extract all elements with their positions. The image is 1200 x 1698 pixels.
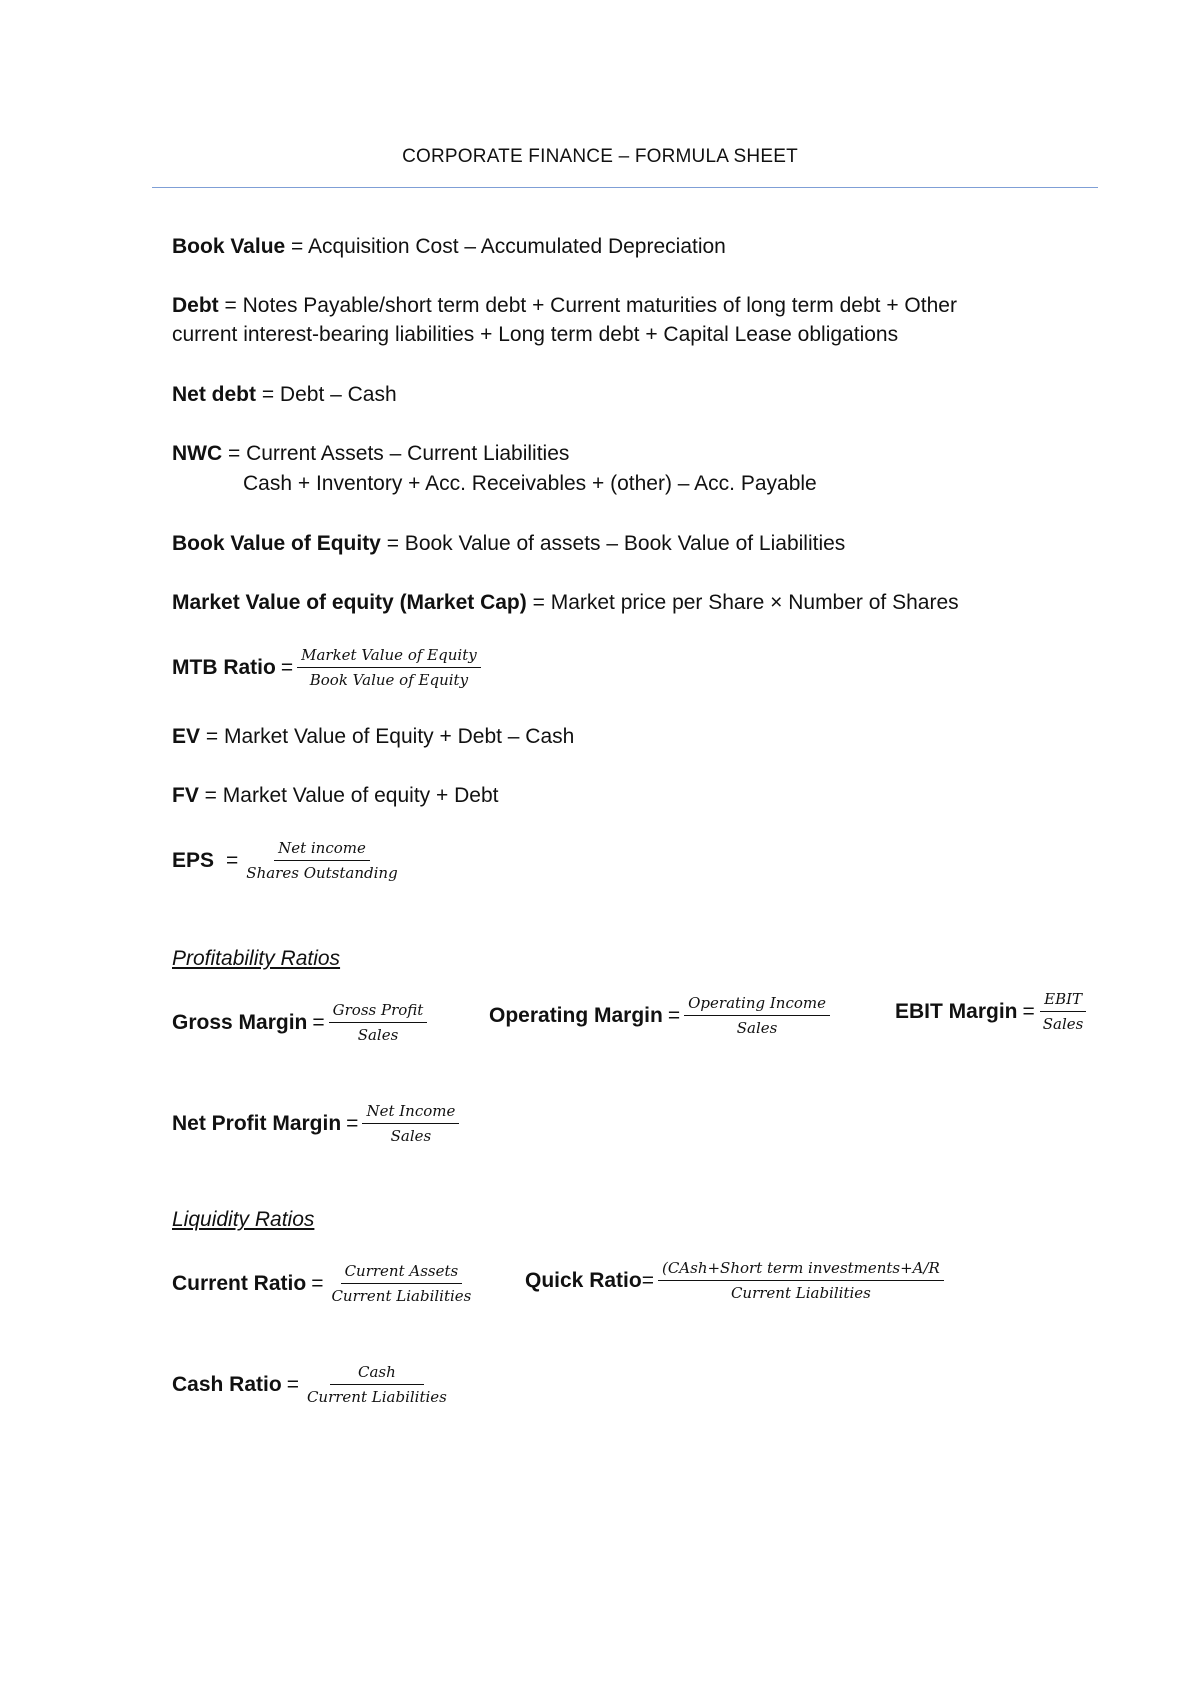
debt-formula (172, 294, 957, 318)
quick-ratio-equals: = (641, 1268, 654, 1292)
net-profit-margin-fraction (362, 1102, 459, 1145)
ev-term: EV (172, 725, 201, 748)
net-debt-formula (172, 383, 397, 407)
market-value-equity-formula (172, 591, 959, 615)
operating-margin-fraction (684, 994, 830, 1037)
mtb-ratio-term: MTB Ratio (172, 655, 276, 679)
nwc-expression: = Current Assets – Current Liabilities (222, 442, 570, 465)
book-value-equity-expression: = Book Value of assets – Book Value of Liabilities (380, 532, 846, 555)
fraction-numerator: (CAsh+Short term investments+A/R (658, 1259, 944, 1281)
net-profit-margin-formula (172, 1102, 459, 1145)
ebit-margin-formula (895, 990, 1087, 1033)
debt-expression-line1: = Notes Payable/short term debt + Current maturities of long term debt + Other (218, 294, 957, 317)
fraction-numerator: Cash (330, 1363, 424, 1385)
eps-term: EPS (172, 848, 215, 872)
title-divider (152, 187, 1098, 188)
mtb-ratio-fraction (297, 646, 481, 689)
cash-ratio-term: Cash Ratio (172, 1372, 282, 1396)
fraction-numerator: Operating Income (684, 994, 830, 1016)
quick-ratio-term: Quick Ratio (525, 1268, 642, 1292)
fraction-numerator: Current Assets (341, 1262, 463, 1284)
fraction-denominator: Sales (357, 1026, 399, 1044)
fraction-numerator: EBIT (1040, 990, 1086, 1012)
net-profit-margin-equals: = (346, 1111, 359, 1135)
current-ratio-equals: = (311, 1271, 324, 1295)
fraction-denominator: Sales (390, 1127, 432, 1145)
liquidity-heading: Liquidity Ratios (172, 1208, 315, 1231)
fraction-denominator: Current Liabilities (306, 1388, 447, 1406)
nwc-formula (172, 442, 569, 466)
net-debt-expression: = Debt – Cash (256, 383, 397, 406)
fraction-denominator: Book Value of Equity (309, 671, 469, 689)
operating-margin-formula (489, 994, 830, 1037)
fv-term: FV (172, 784, 199, 807)
gross-margin-fraction (329, 1001, 428, 1044)
fraction-numerator: Net income (274, 839, 370, 861)
mtb-ratio-formula (172, 646, 481, 689)
fraction-numerator: Market Value of Equity (297, 646, 481, 668)
current-ratio-term: Current Ratio (172, 1271, 307, 1295)
profitability-heading: Profitability Ratios (172, 947, 341, 970)
debt-term: Debt (172, 294, 219, 317)
gross-margin-equals: = (312, 1010, 325, 1034)
gross-margin-formula (172, 1001, 427, 1044)
fv-expression: = Market Value of equity + Debt (198, 784, 499, 807)
current-ratio-fraction (327, 1262, 475, 1305)
ebit-margin-fraction (1039, 990, 1088, 1033)
fraction-denominator: Current Liabilities (730, 1284, 871, 1302)
eps-equals: = (226, 848, 239, 872)
operating-margin-term: Operating Margin (489, 1003, 663, 1027)
page-title: CORPORATE FINANCE – FORMULA SHEET (402, 146, 798, 167)
fraction-numerator: Net Income (362, 1102, 459, 1124)
cash-ratio-fraction (303, 1363, 451, 1406)
net-profit-margin-term: Net Profit Margin (172, 1111, 342, 1135)
net-debt-term: Net debt (172, 383, 256, 406)
book-value-expression: = Acquisition Cost – Accumulated Depreciation (285, 235, 726, 258)
fraction-denominator: Shares Outstanding (246, 864, 398, 882)
book-value-formula (172, 235, 726, 259)
cash-ratio-formula (172, 1363, 451, 1406)
fraction-denominator: Sales (1042, 1015, 1084, 1033)
operating-margin-equals: = (667, 1003, 681, 1027)
mtb-ratio-equals: = (280, 655, 294, 679)
market-value-equity-expression: = Market price per Share × Number of Shares (526, 591, 959, 614)
nwc-expansion: Cash + Inventory + Acc. Receivables + (other) – Acc. Payable (243, 472, 817, 495)
ebit-margin-term: EBIT Margin (895, 999, 1018, 1023)
quick-ratio-fraction (658, 1259, 944, 1302)
ev-formula (172, 725, 574, 749)
book-value-equity-term: Book Value of Equity (172, 532, 381, 555)
market-value-equity-term: Market Value of equity (Market Cap) (172, 591, 527, 614)
cash-ratio-equals: = (286, 1372, 299, 1396)
book-value-equity-formula (172, 532, 845, 556)
nwc-term: NWC (172, 442, 223, 465)
fraction-denominator: Current Liabilities (331, 1287, 472, 1305)
fraction-denominator: Sales (736, 1019, 778, 1037)
fv-formula (172, 784, 498, 808)
ev-expression: = Market Value of Equity + Debt – Cash (200, 725, 575, 748)
gross-margin-term: Gross Margin (172, 1010, 308, 1034)
current-ratio-formula (172, 1262, 475, 1305)
quick-ratio-formula (525, 1259, 944, 1302)
fraction-numerator: Gross Profit (329, 1001, 428, 1023)
book-value-term: Book Value (172, 235, 286, 258)
debt-expression-line2: current interest-bearing liabilities + Long term debt + Capital Lease obligations (172, 323, 899, 346)
eps-fraction (242, 839, 401, 882)
ebit-margin-equals: = (1022, 999, 1035, 1023)
eps-formula (172, 839, 402, 882)
